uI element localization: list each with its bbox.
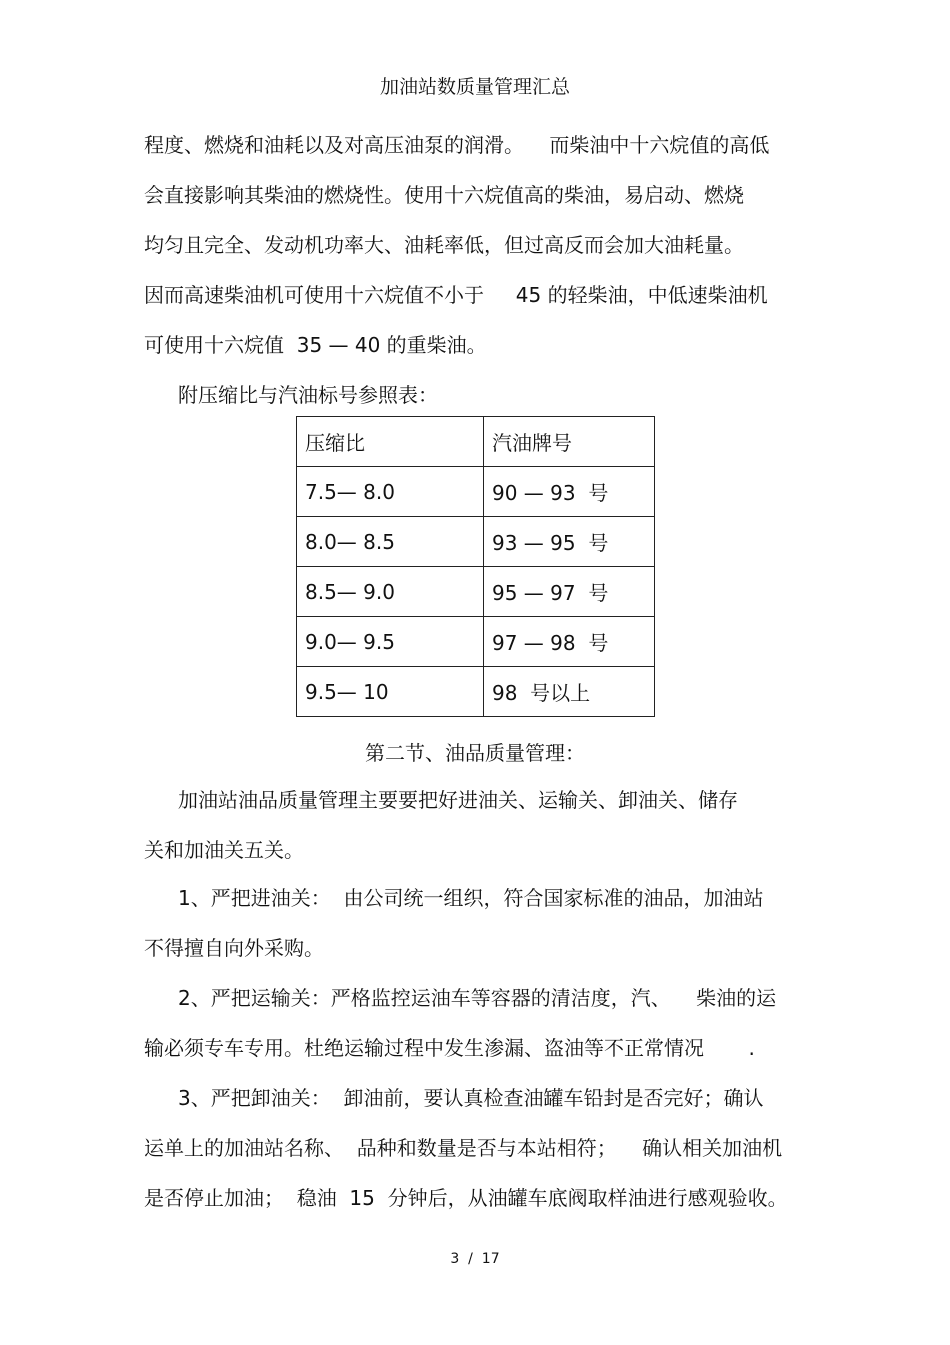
table-cell: 9.0— 9.5 [297,617,484,667]
table-intro: 附压缩比与汽油标号参照表： [178,383,438,407]
table-row [297,567,655,617]
table-cell: 8.0— 8.5 [297,517,484,567]
table-header-row [297,417,655,467]
list-item-line: 3、严把卸油关： 卸油前，要认真检查油罐车铅封是否完好；确认 [178,1086,764,1110]
page-number: 3 / 17 [450,1251,500,1267]
section-title: 第二节、油品质量管理： [365,741,585,765]
table-header-cell: 汽油牌号 [484,417,655,467]
compression-ratio-table [296,416,655,717]
table-row [297,517,655,567]
table-cell: 9.5— 10 [297,667,484,717]
list-item-line: 是否停止加油； 稳油 15 分钟后，从油罐车底阀取样油进行感观验收。 [144,1186,788,1210]
table-cell: 93 — 95 号 [484,517,655,567]
list-item-line: 不得擅自向外采购。 [144,936,324,960]
table-header-cell: 压缩比 [297,417,484,467]
body-text-line: 程度、燃烧和油耗以及对高压油泵的润滑。 而柴油中十六烷值的高低 [144,133,770,157]
body-text-line: 因而高速柴油机可使用十六烷值不小于 45 的轻柴油，中低速柴油机 [144,283,768,307]
body-text-line: 均匀且完全、发动机功率大、油耗率低，但过高反而会加大油耗量。 [144,233,744,257]
body-text-line: 关和加油关五关。 [144,838,304,862]
body-text-line: 加油站油品质量管理主要要把好进油关、运输关、卸油关、储存 [178,788,738,812]
table-cell: 97 — 98 号 [484,617,655,667]
table-cell: 8.5— 9.0 [297,567,484,617]
list-item-line: 1、严把进油关： 由公司统一组织，符合国家标准的油品，加油站 [178,886,764,910]
list-item-line: 2、严把运输关：严格监控运油车等容器的清洁度，汽、 柴油的运 [178,986,777,1010]
table-row [297,467,655,517]
document-header: 加油站数质量管理汇总 [379,76,570,98]
list-item-line: 运单上的加油站名称、 品种和数量是否与本站相符； 确认相关加油机 [144,1136,783,1160]
body-text-line: 可使用十六烷值 35 — 40 的重柴油。 [144,333,487,357]
table-cell: 98 号以上 [484,667,655,717]
table-cell: 90 — 93 号 [484,467,655,517]
table-cell: 7.5— 8.0 [297,467,484,517]
list-item-line: 输必须专车专用。杜绝运输过程中发生渗漏、盗油等不正常情况 . [144,1036,755,1060]
body-text-line: 会直接影响其柴油的燃烧性。使用十六烷值高的柴油，易启动、燃烧 [144,183,744,207]
table-row [297,617,655,667]
table-cell: 95 — 97 号 [484,567,655,617]
table-row [297,667,655,717]
